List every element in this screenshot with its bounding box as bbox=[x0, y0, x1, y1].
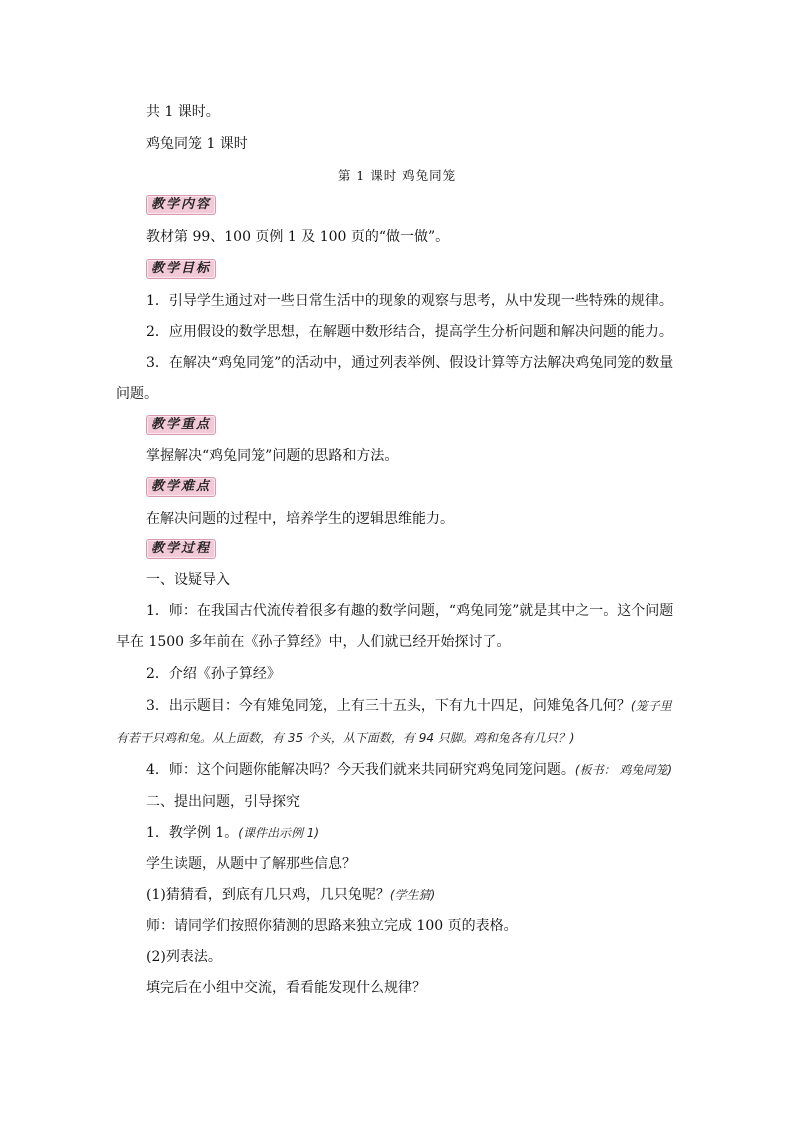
section-label-difficulties: 教学难点 bbox=[146, 477, 216, 497]
process-step-1: 1．师：在我国古代流传着很多有趣的数学问题，“鸡兔同笼”就是其中之一。这个问题 bbox=[146, 603, 674, 619]
section-label-content: 教学内容 bbox=[146, 195, 216, 215]
example-step-1 bbox=[146, 824, 319, 842]
goal-item-2: 2．应用假设的数学思想，在解题中数形结合，提高学生分析问题和解决问题的能力。 bbox=[146, 324, 673, 340]
goal-item-1: 1．引导学生通过对一些日常生活中的现象的观察与思考，从中发现一些特殊的规律。 bbox=[146, 293, 673, 309]
section-label-goals: 教学目标 bbox=[146, 259, 216, 279]
process-step-2: 2．介绍《孙子算经》 bbox=[146, 666, 281, 682]
section-label-key-points: 教学重点 bbox=[146, 415, 216, 435]
process-step-3-note-continued: 有若干只鸡和兔。从上面数，有 35 个头，从下面数，有 94 只脚。鸡和兔各有几只？) bbox=[116, 731, 575, 745]
example-step-3 bbox=[146, 886, 435, 904]
example-step-3-text: (1)猜猜看，到底有几只鸡，几只兔呢？ bbox=[146, 887, 390, 903]
example-step-1-text: 1．教学例 1。 bbox=[146, 825, 239, 841]
part2-heading: 二、提出问题，引导探究 bbox=[146, 794, 300, 810]
section-label-process: 教学过程 bbox=[146, 539, 216, 559]
content-text: 教材第 99、100 页例 1 及 100 页的“做一做”。 bbox=[146, 229, 450, 245]
difficulties-text: 在解决问题的过程中，培养学生的逻辑思维能力。 bbox=[146, 511, 454, 527]
process-step-4 bbox=[146, 761, 672, 779]
lesson-count-line: 共 1 课时。 bbox=[146, 104, 220, 120]
goal-item-3: 3．在解决“鸡兔同笼”的活动中，通过列表举例、假设计算等方法解决鸡兔同笼的数量 bbox=[146, 355, 674, 371]
process-step-4-note: (板书： 鸡兔同笼) bbox=[574, 763, 673, 777]
lesson-allocation-line: 鸡兔同笼 1 课时 bbox=[146, 136, 248, 152]
process-step-3 bbox=[146, 697, 672, 715]
example-step-5: (2)列表法。 bbox=[146, 949, 222, 965]
process-step-4-text: 4．师：这个问题你能解决吗？今天我们就来共同研究鸡兔同笼问题。 bbox=[146, 762, 575, 778]
process-step-1-continued: 早在 1500 多年前在《孙子算经》中，人们就已经开始探讨了。 bbox=[116, 634, 511, 650]
process-step-3-text: 3．出示题目：今有雉兔同笼，上有三十五头，下有九十四足，问雉兔各几何？ bbox=[146, 698, 631, 714]
example-step-1-note: (课件出示例 1) bbox=[238, 826, 320, 840]
key-points-text: 掌握解决“鸡兔同笼”问题的思路和方法。 bbox=[146, 448, 399, 464]
example-step-3-note: (学生猜) bbox=[389, 888, 436, 902]
example-step-4: 师：请同学们按照你猜测的思路来独立完成 100 页的表格。 bbox=[146, 918, 518, 934]
goal-item-3-continued: 问题。 bbox=[116, 386, 158, 402]
example-step-6: 填完后在小组中交流，看看能发现什么规律？ bbox=[146, 980, 426, 996]
process-step-3-note: (笼子里 bbox=[630, 699, 672, 713]
part1-heading: 一、设疑导入 bbox=[146, 572, 230, 588]
lesson-title: 第 1 课时 鸡兔同笼 bbox=[337, 168, 457, 183]
example-step-2: 学生读题，从题中了解那些信息？ bbox=[146, 856, 356, 872]
